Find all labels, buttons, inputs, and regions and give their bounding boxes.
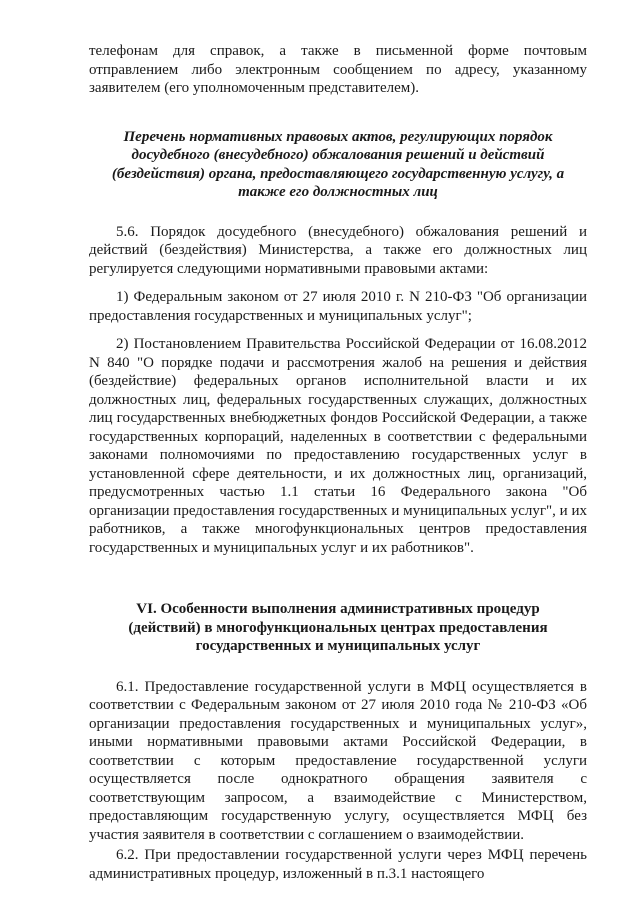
chapter-heading-line: VI. Особенности выполнения административных процедур: [136, 601, 540, 617]
list-item-1: 1) Федеральным законом от 27 июля 2010 г. N 210-ФЗ "Об организации предоставления государственных и муниципальных услуг";: [89, 289, 587, 324]
chapter-heading-line: (действий) в многофункциональных центрах предоставления: [128, 619, 548, 636]
section-heading-line: также его должностных лиц: [238, 184, 438, 200]
intro-paragraph: телефонам для справок, а также в письменной форме почтовым отправлением либо электронным сообщением по адресу, указанному заявителем (его уполномоченным представителем).: [89, 43, 587, 96]
document-page: [89, 42, 587, 883]
paragraph-6-1: 6.1. Предоставление государственной услуги в МФЦ осуществляется в соответствии с Федеральным законом от 27 июля 2010 года № 210-ФЗ «Об организации предоставления государственных и муниципальных услуг», иными нормативными правовыми актами Российской Федерации, в соответствии с которым предоставление государственной услуги осуществляется после однократного обращения заявителя с соответствующим запросом, а взаимодействие с Министерством, предоставляющим государственную услугу, осуществляется МФЦ без участия заявителя в соответствии с соглашением о взаимодействии.: [89, 678, 587, 843]
paragraph-5-6: 5.6. Порядок досудебного (внесудебного) обжалования решений и действий (бездействия) Министерства, а также его должностных лиц регулируется следующими нормативными правовыми актами:: [89, 223, 587, 277]
section-heading-line: досудебного (внесудебного) обжалования решений и действий: [131, 147, 545, 163]
chapter-heading: [89, 600, 587, 656]
paragraph-6-2: 6.2. При предоставлении государственной услуги через МФЦ перечень административных процедур, изложенный в п.3.1 настоящего: [89, 847, 587, 882]
chapter-heading-line: государственных и муниципальных услуг: [195, 638, 481, 654]
section-heading: [89, 128, 587, 202]
list-item-2: 2) Постановлением Правительства Российской Федерации от 16.08.2012 N 840 "О порядке подачи и рассмотрения жалоб на решения и действия (бездействие) федеральных органов исполнительной власти и их должностных лиц, федеральных государственных служащих, должностных лиц государственных внебюджетных фондов Российской Федерации, а также государственных корпораций, наделенных в соответствии с федеральными законами полномочиями по предоставлению государственных услуг в установленной сфере деятельности, и их должностных лиц, организаций, предусмотренных частью 1.1 статьи 16 Федерального закона "Об организации предоставления государственных и муниципальных услуг", и их работников, а также многофункциональных центров предоставления государственных и муниципальных услуг и их работников".: [89, 336, 587, 556]
section-heading-line: (бездействия) органа, предоставляющего государственную услугу, а: [111, 165, 565, 182]
section-heading-line: Перечень нормативных правовых актов, регулирующих порядок: [123, 128, 553, 145]
